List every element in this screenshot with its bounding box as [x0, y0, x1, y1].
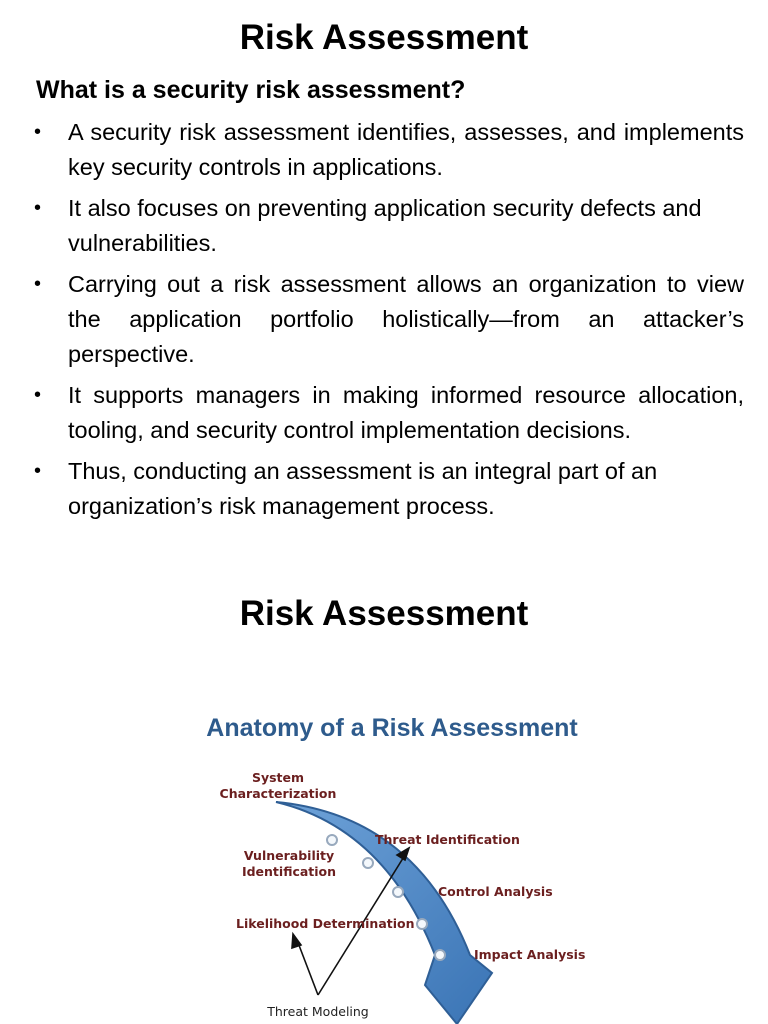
label-likelihood: Likelihood Determination — [236, 916, 415, 931]
section-question: What is a security risk assessment? — [36, 76, 466, 104]
label-threat-modeling: Threat Modeling — [267, 1004, 369, 1019]
label-control-analysis: Control Analysis — [438, 884, 553, 899]
stage-marker — [393, 887, 403, 897]
bullet-dot-icon: • — [34, 121, 42, 143]
label-threat-identification: Threat Identification — [375, 832, 520, 847]
label-impact-analysis: Impact Analysis — [474, 947, 586, 962]
bullet-text: It also focuses on preventing application security defects and vulnerabilities. — [68, 195, 702, 256]
label-system: Characterization — [219, 786, 337, 801]
bullet-dot-icon: • — [34, 197, 42, 219]
bullet-text: Carrying out a risk assessment allows an organization to view the application portfolio holistically—from an attacker’s perspective. — [68, 271, 744, 367]
bullet-text: It supports managers in making informed resource allocation, tooling, and security control implementation decisions. — [68, 382, 744, 443]
label-vulnerability: Identification — [241, 864, 337, 879]
stage-marker — [327, 835, 337, 845]
diagram-title: Anatomy of a Risk Assessment — [206, 714, 578, 742]
slide-title: Risk Assessment — [239, 18, 529, 57]
stage-marker — [417, 919, 427, 929]
bullet-dot-icon: • — [34, 273, 42, 295]
label-system: System — [251, 770, 305, 785]
slide-title-2: Risk Assessment — [239, 594, 529, 633]
stage-marker — [435, 950, 445, 960]
stage-marker — [363, 858, 373, 868]
bullet-dot-icon: • — [34, 384, 42, 406]
bullet-text: Thus, conducting an assessment is an integral part of an organization’s risk management process. — [68, 458, 658, 519]
label-vulnerability: Vulnerability — [243, 848, 335, 863]
bullet-dot-icon: • — [34, 460, 42, 482]
bullet-text: A security risk assessment identifies, assesses, and implements key security controls in applications. — [68, 119, 744, 180]
